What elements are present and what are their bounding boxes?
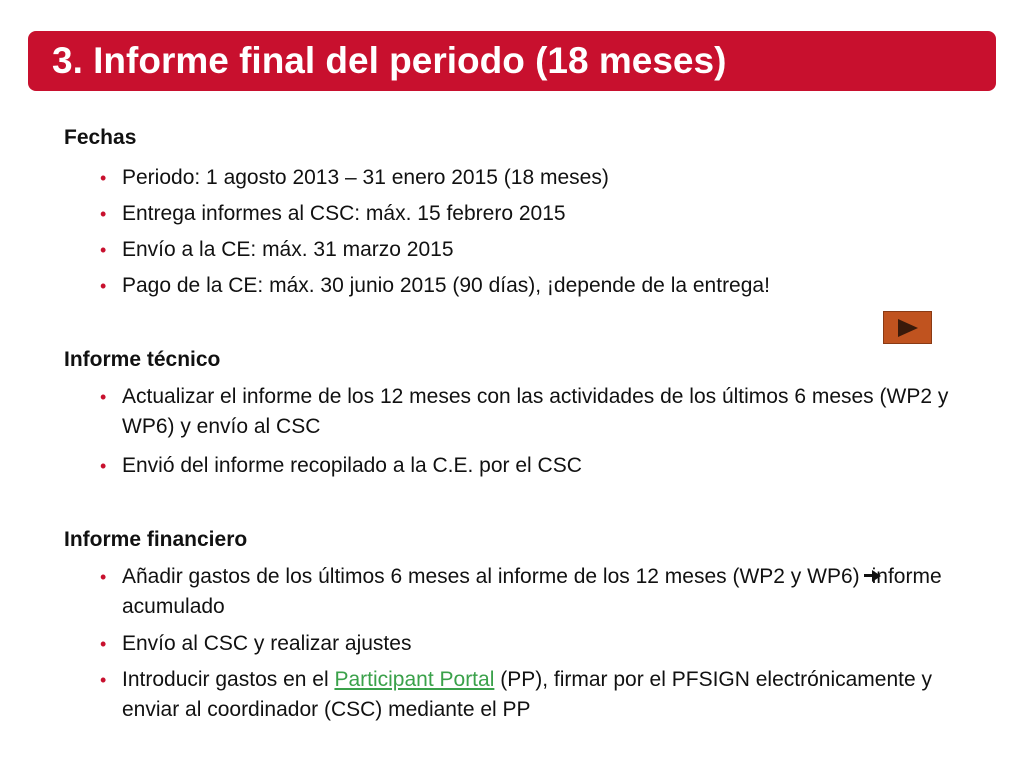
bullet-text-part: Introducir gastos en el xyxy=(122,668,335,691)
bullet-dot-icon: • xyxy=(100,634,107,654)
bullet-item xyxy=(100,163,980,193)
bullet-item xyxy=(100,665,980,725)
bullet-text-part: (PP), firmar por el PFSIGN electrónicamente y enviar al coordinador (CSC) mediante el PP xyxy=(122,668,933,721)
bullet-dot-icon: • xyxy=(100,456,107,476)
bullet-text xyxy=(122,665,980,725)
bullet-text: Envió del informe recopilado a la C.E. por el CSC xyxy=(122,454,582,477)
bullet-dot-icon: • xyxy=(100,276,107,296)
bullet-item xyxy=(100,199,980,229)
bullet-text: Actualizar el informe de los 12 meses con las actividades de los últimos 6 meses (WP2 y WP6) y envío al CSC xyxy=(122,385,949,438)
bullet-item xyxy=(100,235,980,265)
bullet-text-part: Añadir gastos de los últimos 6 meses al informe de los 12 meses (WP2 y WP6) xyxy=(122,565,860,588)
bullet-item xyxy=(100,629,980,659)
bullet-dot-icon: • xyxy=(100,387,107,407)
bullet-text-part: informe acumulado xyxy=(122,565,942,618)
bullet-item xyxy=(100,382,980,442)
bullet-text xyxy=(122,562,980,622)
bullet-dot-icon: • xyxy=(100,240,107,260)
bullet-text: Envío a la CE: máx. 31 marzo 2015 xyxy=(122,238,454,261)
bullet-text: Entrega informes al CSC: máx. 15 febrero 2015 xyxy=(122,202,566,225)
bullet-dot-icon: • xyxy=(100,204,107,224)
bullet-text: Periodo: 1 agosto 2013 – 31 enero 2015 (18 meses) xyxy=(122,166,609,189)
bullet-dot-icon: • xyxy=(100,567,107,587)
section-heading-informe-tecnico: Informe técnico xyxy=(64,348,221,371)
bullet-item xyxy=(100,562,980,622)
section-heading-informe-financiero: Informe financiero xyxy=(64,528,248,551)
bullet-dot-icon: • xyxy=(100,670,107,690)
participant-portal-link[interactable]: Participant Portal xyxy=(334,668,495,691)
bullet-dot-icon: • xyxy=(100,168,107,188)
section-heading-fechas: Fechas xyxy=(64,126,137,149)
slide-title: 3. Informe final del periodo (18 meses) xyxy=(52,40,727,81)
next-slide-button[interactable] xyxy=(883,311,932,344)
bullet-item xyxy=(100,271,980,301)
bullet-item xyxy=(100,451,980,481)
bullet-text: Pago de la CE: máx. 30 junio 2015 (90 días), ¡depende de la entrega! xyxy=(122,274,770,297)
play-icon xyxy=(898,319,918,337)
bullet-text: Envío al CSC y realizar ajustes xyxy=(122,632,412,655)
